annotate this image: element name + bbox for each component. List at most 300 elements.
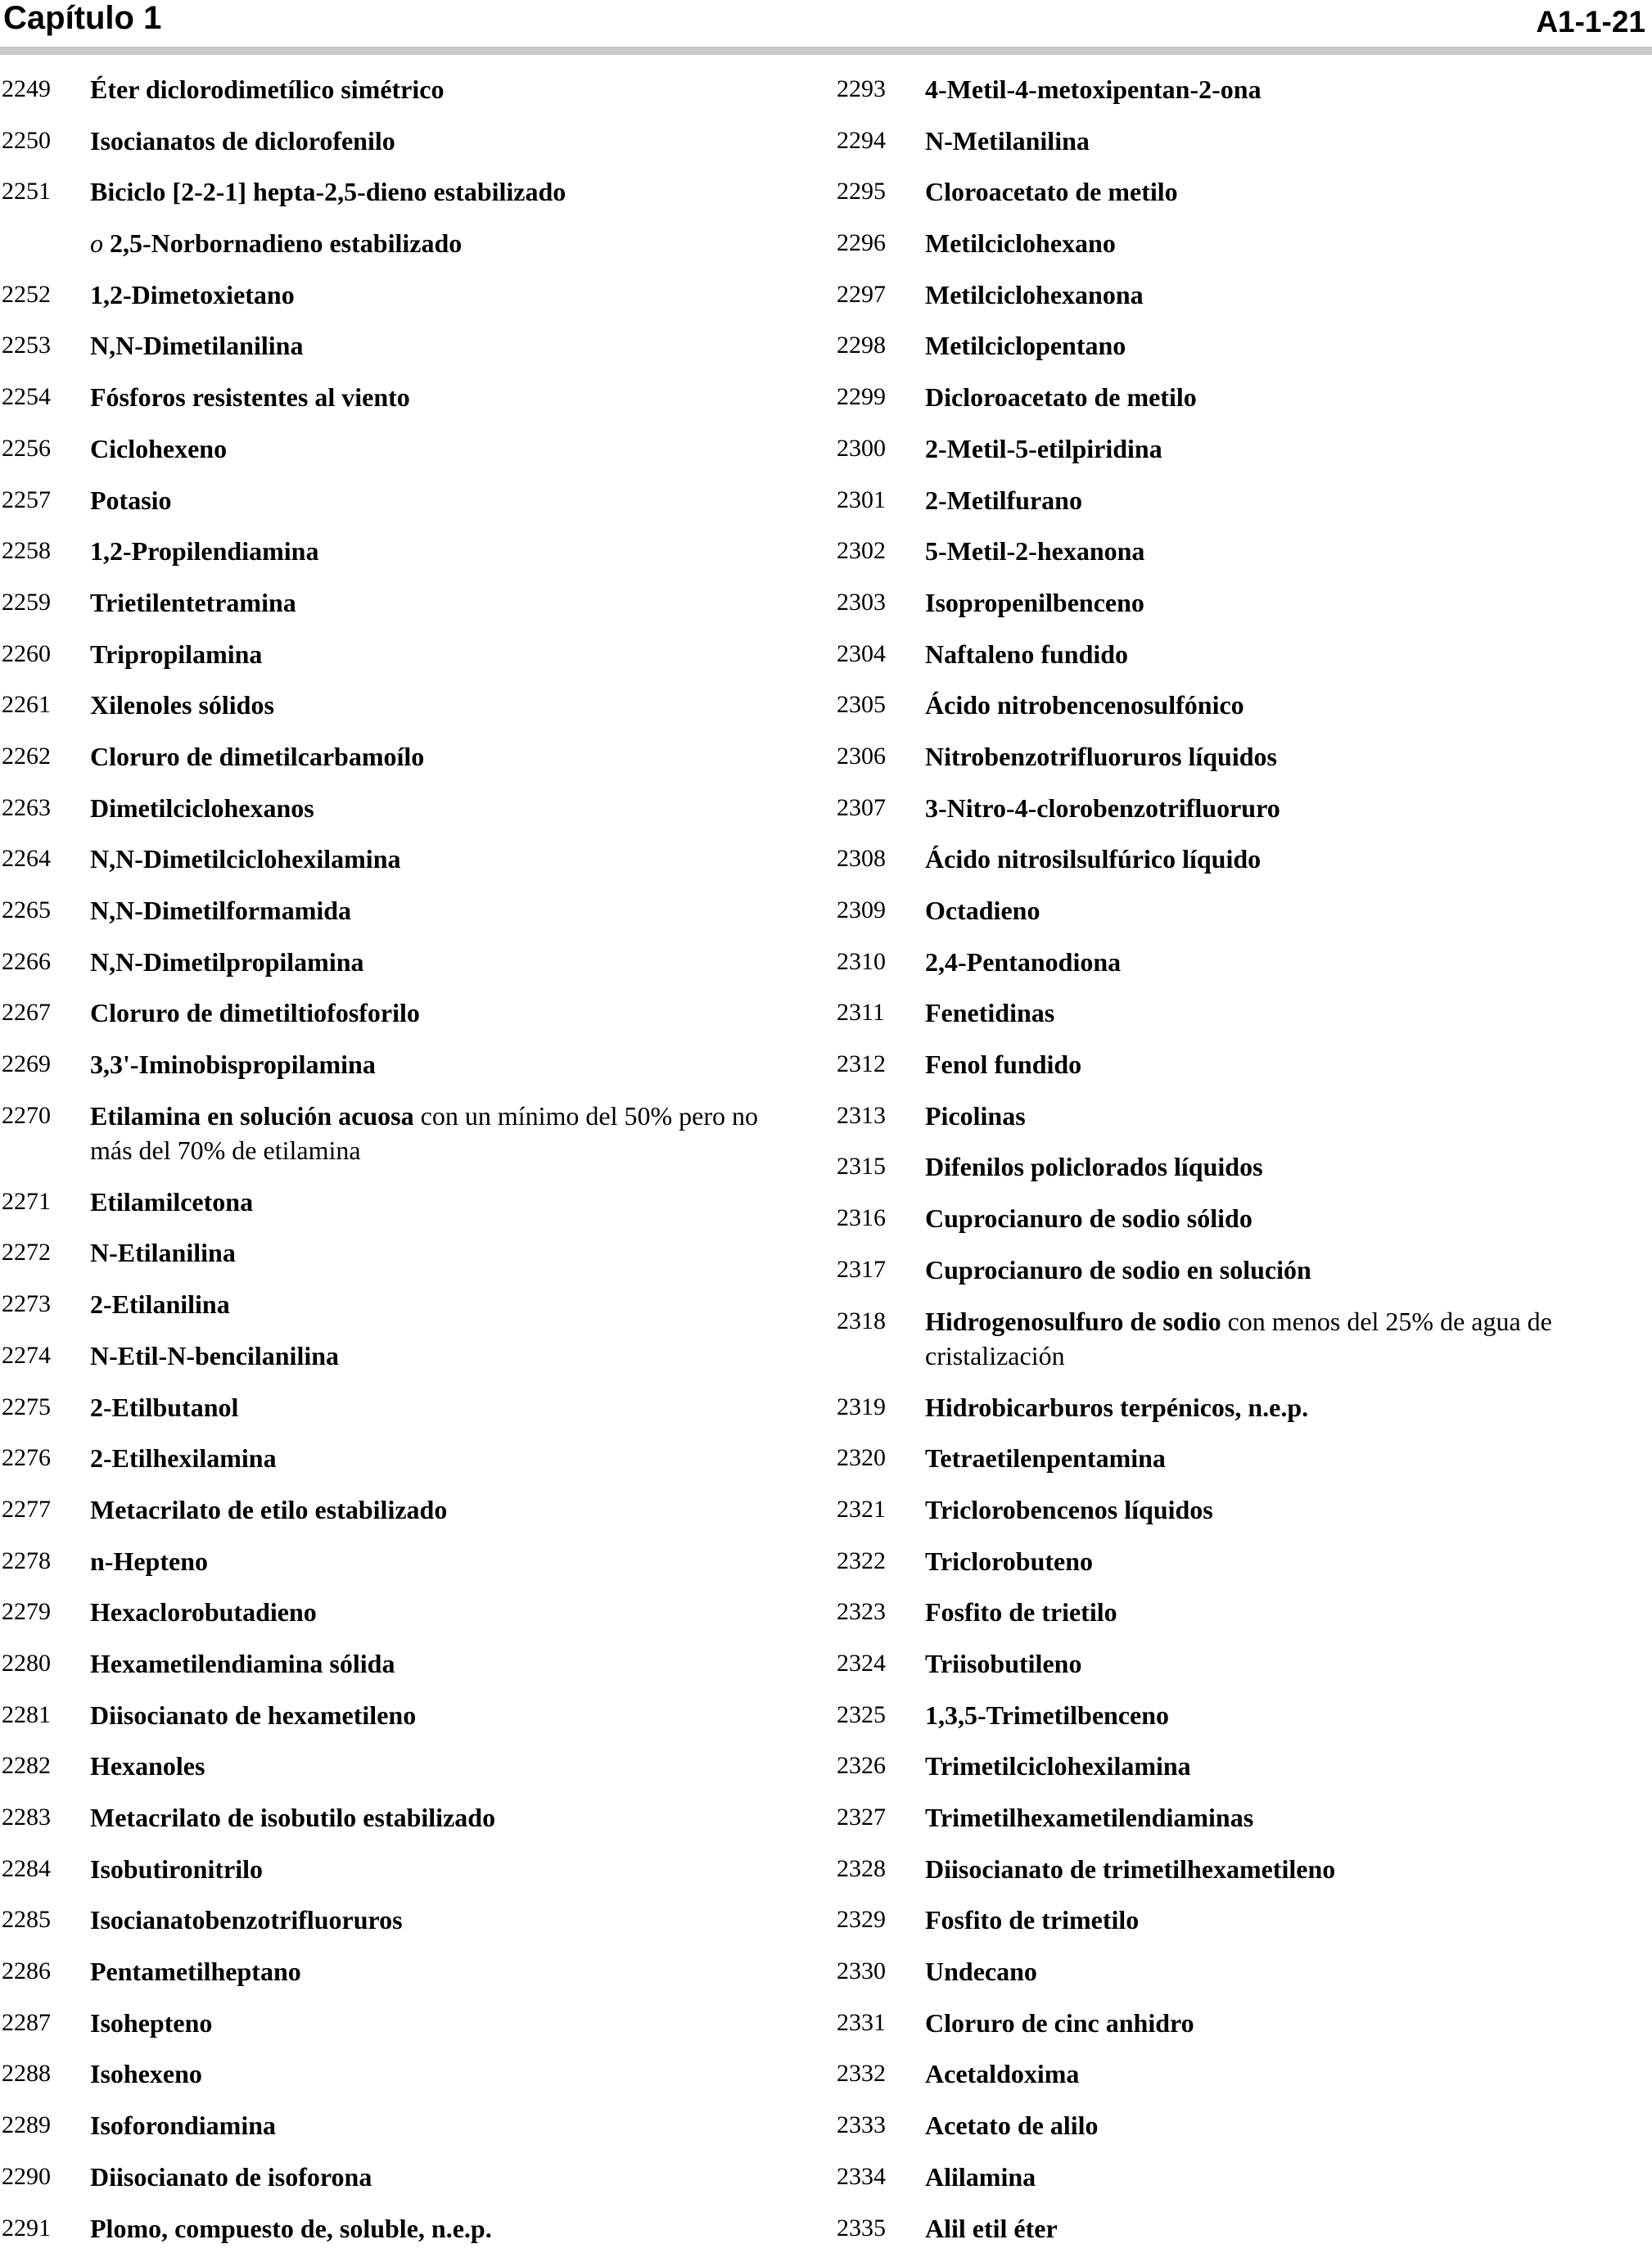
- un-number: 2252: [0, 278, 90, 312]
- substance-name: [925, 996, 1054, 1030]
- un-number: 2297: [835, 278, 925, 312]
- un-number: 2278: [0, 1544, 90, 1578]
- name-bold: Cloruro de dimetilcarbamoílo: [90, 742, 424, 771]
- name-bold: Fosfito de trietilo: [925, 1597, 1117, 1627]
- substance-name: [90, 1492, 447, 1527]
- list-item: [0, 2211, 786, 2262]
- list-item: [835, 1646, 1652, 1698]
- substance-name: [90, 637, 262, 671]
- name-bold: Hidrobicarburos terpénicos, n.e.p.: [925, 1393, 1308, 1422]
- name-bold: Isobutironitrilo: [90, 1854, 263, 1884]
- substance-name: [90, 1441, 277, 1475]
- list-item: [835, 278, 1652, 329]
- un-number: 2282: [0, 1749, 90, 1783]
- substance-name: [90, 278, 295, 312]
- un-number: 2299: [835, 380, 925, 414]
- name-bold: Potasio: [90, 485, 172, 515]
- substance-name: [90, 842, 400, 876]
- name-bold: Éter diclorodimetílico simétrico: [90, 74, 444, 104]
- substance-name: [925, 1390, 1308, 1424]
- list-item: [0, 996, 786, 1047]
- list-item: [835, 1954, 1652, 2006]
- list-item: [835, 2108, 1652, 2160]
- un-number: 2322: [835, 1544, 925, 1578]
- list-item: [0, 1698, 786, 1750]
- name-bold: Fenetidinas: [925, 998, 1054, 1027]
- substance-name: [925, 791, 1280, 825]
- list-item: [0, 893, 786, 945]
- substance-name: [90, 1185, 253, 1219]
- substance-name: [925, 945, 1121, 979]
- un-number: 2323: [835, 1595, 925, 1629]
- substance-name: [925, 1492, 1213, 1527]
- substance-name: [90, 1595, 317, 1629]
- list-item: [0, 2108, 786, 2160]
- name-qualifier: con un mínimo del 50% pero no más del 70% de etilamina: [90, 1101, 758, 1165]
- name-bold: 2,4-Pentanodiona: [925, 947, 1121, 977]
- name-bold: Isohepteno: [90, 2008, 212, 2038]
- page-reference: A1-1-21: [1536, 5, 1645, 39]
- name-bold: Diisocianato de hexametileno: [90, 1700, 416, 1730]
- substance-name: [925, 534, 1144, 568]
- name-bold: 4-Metil-4-metoxipentan-2-ona: [925, 74, 1262, 104]
- name-bold: N-Etil-N-bencilanilina: [90, 1341, 339, 1370]
- list-item: [0, 2160, 786, 2211]
- list-item: [835, 483, 1652, 535]
- name-bold: Picolinas: [925, 1101, 1026, 1131]
- name-bold: 1,2-Propilendiamina: [90, 536, 318, 566]
- substance-name: [90, 688, 274, 722]
- un-number: 2293: [835, 72, 925, 106]
- list-item: [0, 1099, 786, 1185]
- name-bold: Fósforos resistentes al viento: [90, 382, 410, 412]
- name-bold: Ácido nitrobencenosulfónico: [925, 690, 1244, 720]
- name-bold: Hexanoles: [90, 1751, 205, 1781]
- substance-name: [925, 1149, 1263, 1184]
- substance-name: [925, 1646, 1081, 1681]
- list-item: [0, 72, 786, 124]
- list-item: [835, 72, 1652, 124]
- list-item: [835, 431, 1652, 483]
- list-item: [0, 2057, 786, 2108]
- name-bold: Plomo, compuesto de, soluble, n.e.p.: [90, 2214, 492, 2243]
- un-number: 2321: [835, 1492, 925, 1527]
- name-bold: Metilciclohexanona: [925, 280, 1144, 309]
- un-number: 2295: [835, 174, 925, 209]
- substance-name: [925, 2160, 1036, 2194]
- un-number: 2263: [0, 791, 90, 825]
- list-item: [0, 1287, 786, 1339]
- chapter-title: Capítulo 1: [3, 0, 161, 37]
- un-number: 2334: [835, 2160, 925, 2194]
- list-item: [835, 945, 1652, 996]
- un-number: 2250: [0, 124, 90, 158]
- substance-name: [90, 1800, 495, 1835]
- list-item: [0, 1595, 786, 1646]
- name-bold: Dimetilciclohexanos: [90, 793, 314, 823]
- list-item: [835, 2211, 1652, 2262]
- list-item: [0, 585, 786, 637]
- substance-name: [90, 996, 420, 1030]
- name-bold: 2-Metil-5-etilpiridina: [925, 434, 1162, 463]
- substance-name: [90, 1646, 395, 1681]
- name-bold: Trietilentetramina: [90, 588, 296, 617]
- list-item: [0, 1441, 786, 1492]
- name-bold: 1,3,5-Trimetilbenceno: [925, 1700, 1169, 1730]
- un-number: 2315: [835, 1149, 925, 1184]
- un-number: 2328: [835, 1852, 925, 1886]
- list-item: [0, 2006, 786, 2057]
- substance-name: [90, 1544, 208, 1578]
- name-bold: Ácido nitrosilsulfúrico líquido: [925, 844, 1261, 874]
- name-bold: Octadieno: [925, 896, 1040, 925]
- substance-name: [925, 1852, 1335, 1886]
- un-number: 2287: [0, 2006, 90, 2040]
- substance-name: [925, 1099, 1026, 1133]
- list-item: [835, 1390, 1652, 1442]
- un-number: 2265: [0, 893, 90, 928]
- name-bold: Triclorobuteno: [925, 1546, 1093, 1576]
- substance-name: [925, 483, 1082, 517]
- name-bold: 2-Etilbutanol: [90, 1393, 238, 1422]
- substance-name: [925, 1903, 1139, 1937]
- name-bold: Isopropenilbenceno: [925, 588, 1144, 617]
- un-number: 2329: [835, 1903, 925, 1937]
- name-bold: 1,2-Dimetoxietano: [90, 280, 295, 309]
- un-number: 2290: [0, 2160, 90, 2194]
- name-bold: Fosfito de trimetilo: [925, 1905, 1139, 1935]
- substance-name: [925, 226, 1116, 260]
- name-bold: Trimetilhexametilendiaminas: [925, 1803, 1253, 1832]
- name-bold: Ciclohexeno: [90, 434, 227, 463]
- substance-name: [90, 1287, 230, 1321]
- list-item: [0, 1852, 786, 1903]
- name-bold: Cloroacetato de metilo: [925, 177, 1178, 206]
- list-item: [835, 1201, 1652, 1253]
- un-number: 2294: [835, 124, 925, 158]
- substance-name: [925, 1047, 1081, 1081]
- un-number: 2276: [0, 1441, 90, 1475]
- un-number: 2310: [835, 945, 925, 979]
- name-bold: Tetraetilenpentamina: [925, 1443, 1166, 1473]
- un-number: 2281: [0, 1698, 90, 1732]
- name-bold: Cuprocianuro de sodio en solución: [925, 1255, 1311, 1285]
- substance-name: [90, 739, 424, 774]
- substance-name: [925, 278, 1144, 312]
- list-item: [835, 2160, 1652, 2211]
- substance-name: [925, 380, 1197, 414]
- un-number: 2275: [0, 1390, 90, 1424]
- substance-name: [925, 1544, 1093, 1578]
- un-number: 2324: [835, 1646, 925, 1681]
- name-bold: Naftaleno fundido: [925, 639, 1128, 669]
- list-item: [835, 791, 1652, 842]
- list-item: [835, 328, 1652, 380]
- substance-name: [90, 2006, 212, 2040]
- list-item: [835, 1253, 1652, 1304]
- name-bold: Difenilos policlorados líquidos: [925, 1152, 1263, 1181]
- un-number: 2264: [0, 842, 90, 876]
- substance-name: [90, 585, 296, 620]
- name-bold: Triclorobencenos líquidos: [925, 1495, 1213, 1524]
- un-number: 2320: [835, 1441, 925, 1475]
- name-bold: N,N-Dimetilanilina: [90, 331, 303, 360]
- un-number: 2251: [0, 174, 90, 209]
- substance-name: [90, 1099, 786, 1167]
- substance-name: [90, 1390, 238, 1424]
- name-qualifier: con menos del 25% de agua de cristalización: [925, 1307, 1552, 1370]
- list-item: [0, 1339, 786, 1390]
- substance-name: [925, 1595, 1117, 1629]
- un-number: 2312: [835, 1047, 925, 1081]
- list-item: [835, 585, 1652, 637]
- un-number: 2316: [835, 1201, 925, 1235]
- list-item: [0, 226, 786, 278]
- un-number: 2285: [0, 1903, 90, 1937]
- un-number: 2288: [0, 2057, 90, 2091]
- substance-name: [925, 1441, 1166, 1475]
- list-item: [835, 739, 1652, 791]
- substance-name: [925, 739, 1277, 774]
- substance-name: [925, 124, 1090, 158]
- list-item: [835, 2057, 1652, 2108]
- list-item: [835, 893, 1652, 945]
- list-item: [0, 945, 786, 996]
- list-item: [835, 1749, 1652, 1800]
- list-item: [0, 1047, 786, 1099]
- list-item: [835, 1441, 1652, 1492]
- list-item: [0, 1235, 786, 1287]
- list-item: [835, 2006, 1652, 2057]
- un-number: 2300: [835, 431, 925, 466]
- substance-name: [90, 534, 318, 568]
- un-number: 2262: [0, 739, 90, 774]
- substance-name: [925, 2006, 1194, 2040]
- name-bold: N-Etilanilina: [90, 1238, 236, 1267]
- un-number: 2272: [0, 1235, 90, 1270]
- un-number: 2279: [0, 1595, 90, 1629]
- un-number: 2318: [835, 1304, 925, 1339]
- un-number: 2289: [0, 2108, 90, 2142]
- list-item: [0, 1544, 786, 1596]
- substance-name: [90, 1852, 263, 1886]
- name-bold: Hexametilendiamina sólida: [90, 1649, 395, 1678]
- name-bold: Metacrilato de isobutilo estabilizado: [90, 1803, 495, 1832]
- list-item: [0, 1390, 786, 1442]
- substance-name: [90, 2211, 492, 2246]
- name-bold: Hexaclorobutadieno: [90, 1597, 317, 1627]
- list-item: [835, 688, 1652, 739]
- un-number: 2256: [0, 431, 90, 466]
- un-number: 2331: [835, 2006, 925, 2040]
- name-bold: Nitrobenzotrifluoruros líquidos: [925, 742, 1277, 771]
- substance-name: [90, 1954, 301, 1989]
- name-bold: Metacrilato de etilo estabilizado: [90, 1495, 447, 1524]
- un-number: 2304: [835, 637, 925, 671]
- substance-name: [90, 1749, 205, 1783]
- un-number: 2269: [0, 1047, 90, 1081]
- substance-name: [90, 72, 444, 106]
- un-number: 2327: [835, 1800, 925, 1835]
- list-item: [0, 328, 786, 380]
- un-number: 2273: [0, 1287, 90, 1321]
- name-bold: Etilamilcetona: [90, 1187, 253, 1217]
- substance-name: [925, 842, 1261, 876]
- substance-name: [925, 1253, 1311, 1287]
- list-item: [835, 637, 1652, 689]
- un-number: 2258: [0, 534, 90, 568]
- un-number: 2309: [835, 893, 925, 928]
- substance-name: [90, 2108, 276, 2142]
- substance-name: [925, 1954, 1037, 1989]
- un-number: 2311: [835, 996, 925, 1030]
- list-item: [835, 380, 1652, 431]
- un-number: 2335: [835, 2211, 925, 2246]
- list-item: [0, 791, 786, 842]
- un-number: 2280: [0, 1646, 90, 1681]
- substance-name: [925, 2108, 1099, 2142]
- un-number: 2332: [835, 2057, 925, 2091]
- name-bold: 2-Etilhexilamina: [90, 1443, 277, 1473]
- list-item: [0, 431, 786, 483]
- un-number: 2319: [835, 1390, 925, 1424]
- name-bold: Acetato de alilo: [925, 2111, 1099, 2140]
- un-number: 2326: [835, 1749, 925, 1783]
- name-bold: Trimetilciclohexilamina: [925, 1751, 1191, 1781]
- substance-name: [925, 72, 1262, 106]
- name-bold: Acetaldoxima: [925, 2059, 1079, 2088]
- page-header: [0, 0, 1652, 51]
- list-item: [0, 1903, 786, 1954]
- substance-name: [90, 1698, 416, 1732]
- un-number: 2301: [835, 483, 925, 517]
- name-bold: Isocianatos de diclorofenilo: [90, 126, 395, 156]
- un-number: 2333: [835, 2108, 925, 2142]
- list-item: [835, 1099, 1652, 1150]
- list-item: [835, 1800, 1652, 1852]
- substance-name: [90, 380, 410, 414]
- name-bold: 2,5-Norbornadieno estabilizado: [110, 228, 462, 258]
- name-bold: Alil etil éter: [925, 2214, 1058, 2243]
- substance-name: [925, 1800, 1253, 1835]
- substance-name: [925, 2211, 1058, 2246]
- list-item: [0, 1800, 786, 1852]
- substance-name: [925, 688, 1244, 722]
- name-bold: Cuprocianuro de sodio sólido: [925, 1203, 1253, 1233]
- list-item: [0, 1749, 786, 1800]
- name-bold: Metilciclohexano: [925, 228, 1116, 258]
- substance-name: [90, 791, 314, 825]
- substance-name: [925, 1201, 1253, 1235]
- list-item: [835, 996, 1652, 1047]
- un-number: 2307: [835, 791, 925, 825]
- substance-name: [925, 1304, 1652, 1373]
- un-number: 2261: [0, 688, 90, 722]
- name-bold: Pentametilheptano: [90, 1957, 301, 1986]
- un-number: 2260: [0, 637, 90, 671]
- name-bold: N,N-Dimetilpropilamina: [90, 947, 364, 977]
- un-number: 2266: [0, 945, 90, 979]
- list-item: [835, 1149, 1652, 1201]
- name-bold: 3-Nitro-4-clorobenzotrifluoruro: [925, 793, 1280, 823]
- name-bold: Isohexeno: [90, 2059, 202, 2088]
- list-item: [0, 124, 786, 175]
- name-prefix: o: [90, 228, 103, 258]
- un-number: 2291: [0, 2211, 90, 2246]
- list-item: [835, 1698, 1652, 1750]
- list-item: [835, 1047, 1652, 1099]
- substance-name: [90, 1235, 236, 1270]
- list-item: [0, 483, 786, 535]
- list-item: [0, 1646, 786, 1698]
- name-bold: Alilamina: [925, 2162, 1036, 2192]
- list-item: [0, 1492, 786, 1544]
- name-bold: 2-Etilanilina: [90, 1289, 230, 1319]
- substance-name: [90, 1903, 403, 1937]
- un-number: 2325: [835, 1698, 925, 1732]
- list-item: [0, 1954, 786, 2006]
- list-item: [835, 1903, 1652, 1954]
- substance-name: [90, 945, 364, 979]
- un-number: 2308: [835, 842, 925, 876]
- list-item: [0, 278, 786, 329]
- substance-name: [925, 328, 1126, 363]
- list-item: [835, 1595, 1652, 1646]
- substance-name: [925, 585, 1144, 620]
- un-number: 2284: [0, 1852, 90, 1886]
- substance-name: [90, 2057, 202, 2091]
- un-number: 2270: [0, 1099, 90, 1133]
- name-bold: N,N-Dimetilformamida: [90, 896, 351, 925]
- name-bold: Tripropilamina: [90, 639, 262, 669]
- name-bold: Biciclo [2-2-1] hepta-2,5-dieno estabilizado: [90, 177, 566, 206]
- un-number: 2267: [0, 996, 90, 1030]
- un-number: 2286: [0, 1954, 90, 1989]
- list-item: [0, 380, 786, 431]
- substance-name: [90, 1339, 339, 1373]
- un-number: 2249: [0, 72, 90, 106]
- substance-name: [925, 431, 1162, 466]
- un-number: 2302: [835, 534, 925, 568]
- list-item: [0, 174, 786, 226]
- name-bold: Metilciclopentano: [925, 331, 1126, 360]
- un-number: 2305: [835, 688, 925, 722]
- un-number: 2277: [0, 1492, 90, 1527]
- substance-name: [90, 226, 462, 260]
- substance-name: [925, 637, 1128, 671]
- list-item: [835, 1544, 1652, 1596]
- un-number: 2330: [835, 1954, 925, 1989]
- list-item: [835, 534, 1652, 585]
- substance-name: [90, 124, 395, 158]
- list-item: [835, 842, 1652, 893]
- list-item: [835, 174, 1652, 226]
- name-bold: N,N-Dimetilciclohexilamina: [90, 844, 400, 874]
- un-number: 2283: [0, 1800, 90, 1835]
- un-number: 2317: [835, 1253, 925, 1287]
- un-number: 2259: [0, 585, 90, 620]
- list-item: [0, 534, 786, 585]
- un-number: 2313: [835, 1099, 925, 1133]
- left-column: [0, 72, 786, 2262]
- un-number: 2298: [835, 328, 925, 363]
- list-item: [835, 1492, 1652, 1544]
- name-bold: Cloruro de dimetiltiofosforilo: [90, 998, 420, 1027]
- name-bold: n-Hepteno: [90, 1546, 208, 1576]
- substance-name: [925, 174, 1178, 209]
- substance-name: [90, 1047, 376, 1081]
- name-bold: 2-Metilfurano: [925, 485, 1082, 515]
